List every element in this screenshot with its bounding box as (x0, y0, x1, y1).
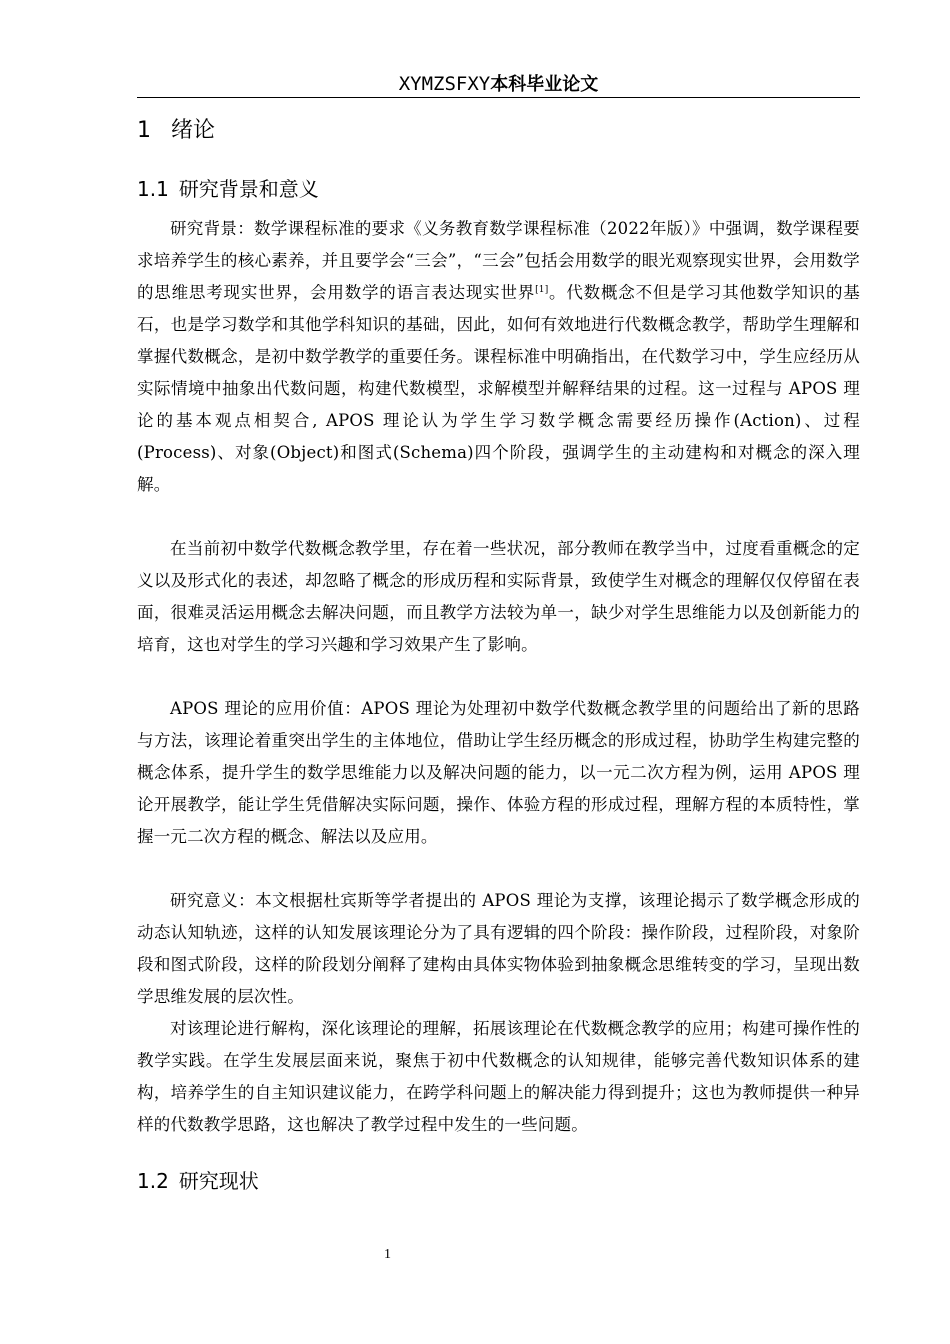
section-heading-1-2 (137, 1168, 259, 1194)
paragraph-apos-value: APOS 理论的应用价值：APOS 理论为处理初中数学代数概念教学里的问题给出了新的思路与方法，该理论着重突出学生的主体地位，借助让学生经历概念的形成过程，协助学生构建完整的概念体系，提升学生的数学思维能力以及解决问题的能力，以一元二次方程为例，运用 APOS 理论开展教学，能让学生凭借解决实际问题，操作、体验方程的形成过程，理解方程的本质特性，掌握一元二次方程的概念、解法以及应用。 (137, 699, 860, 846)
chapter-heading (137, 116, 215, 146)
section-number: 1.2 (137, 1169, 169, 1193)
running-header (137, 72, 860, 97)
paragraph-current-situation: 在当前初中数学代数概念教学里，存在着一些状况，部分教师在教学当中，过度看重概念的定义以及形式化的表述，却忽略了概念的形成历程和实际背景，致使学生对概念的理解仅仅停留在表面，很难灵活运用概念去解决问题，而且教学方法较为单一，缺少对学生思维能力以及创新能力的培育，这也对学生的学习兴趣和学习效果产生了影响。 (137, 539, 860, 654)
paragraph-significance: 研究意义：本文根据杜宾斯等学者提出的 APOS 理论为支撑，该理论揭示了数学概念形成的动态认知轨迹，这样的认知发展该理论分为了具有逻辑的四个阶段：操作阶段，过程阶段，对象阶段和图式阶段，这样的阶段划分阐释了建构由具体实物体验到抽象概念思维转变的学习，呈现出数学思维发展的层次性。 (137, 891, 860, 1006)
paragraph-text: 。代数概念不但是学习其他数学知识的基石，也是学习数学和其他学科知识的基础，因此，如何有效地进行代数概念教学，帮助学生理解和掌握代数概念，是初中数学教学的重要任务。课程标准中明确指出，在代数学习中，学生应经历从实际情境中抽象出代数问题，构建代数模型，求解模型并解释结果的过程。这一过程与 APOS 理论的基本观点相契合, APOS 理论认为学生学习数学概念需要经历操作(Action)、过程(Process)、对象(Object)和图式(Schema)四个阶段，强调学生的主动建构和对概念的深入理解。 (137, 283, 860, 494)
section-title: 研究背景和意义 (178, 177, 319, 201)
header-latin-code: XYMZSFXY (398, 73, 491, 95)
chapter-number: 1 (137, 118, 151, 143)
section-heading-1-1 (137, 176, 319, 202)
section-title: 研究现状 (178, 1169, 259, 1193)
header-title: 本科毕业论文 (490, 74, 599, 95)
section-number: 1.1 (137, 177, 169, 201)
paragraph-text: 研究背景：数学课程标准的要求《义务教育数学课程标准（2022年版）》中强调，数学课程要求培养学生的核心素养，并且要学会“三会”，“三会”包括会用数学的眼光观察现实世界，会用数学的思维思考现实世界，会用数学的语言表达现实世界 (137, 219, 860, 302)
chapter-title: 绪论 (171, 118, 216, 143)
paragraph-background (137, 213, 860, 501)
paragraph-deconstruction: 对该理论进行解构，深化该理论的理解，拓展该理论在代数概念教学的应用；构建可操作性的教学实践。在学生发展层面来说，聚焦于初中代数概念的认知规律，能够完善代数知识体系的建构，培养学生的自主知识建议能力，在跨学科问题上的解决能力得到提升；这也为教师提供一种异样的代数教学思路，这也解决了教学过程中发生的一些问题。 (137, 1019, 860, 1134)
header-rule (137, 97, 860, 98)
page-number: 1 (384, 1247, 391, 1262)
citation-ref: [1] (535, 285, 549, 295)
